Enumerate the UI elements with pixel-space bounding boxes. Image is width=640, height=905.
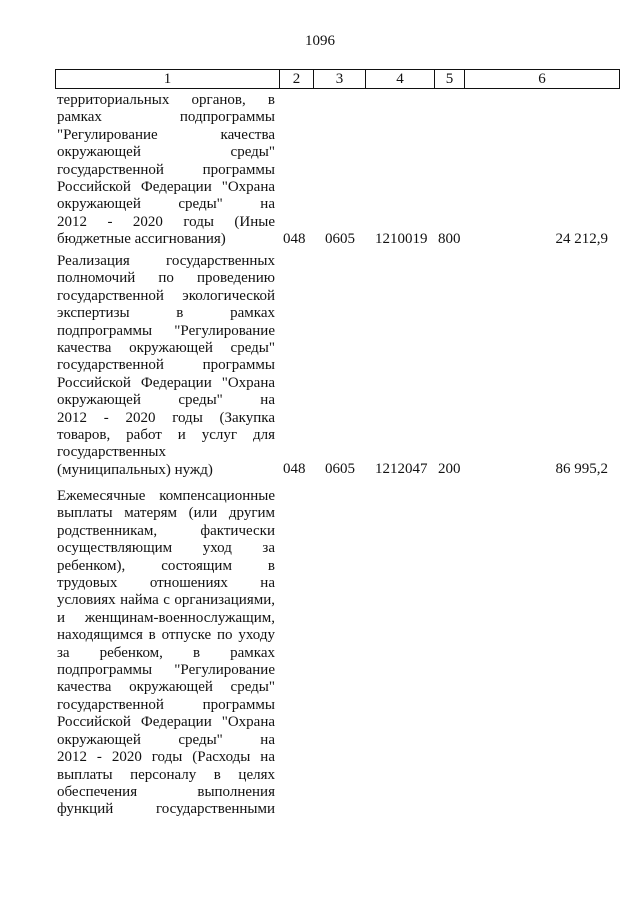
target-code: 1212047 (375, 461, 428, 477)
expense-type-code: 200 (438, 461, 461, 477)
target-code: 1210019 (375, 231, 428, 247)
description-line: качества окружающей среды" (57, 340, 275, 357)
section-code: 0605 (325, 461, 355, 477)
ministry-code: 048 (283, 231, 306, 247)
description-line: выплаты персоналу в целях (57, 766, 275, 783)
ministry-code: 048 (283, 461, 306, 477)
description-line: 2012 - 2020 годы (Расходы на (57, 749, 275, 766)
description-line: Российской Федерации "Охрана (57, 714, 275, 731)
header-col-6: 6 (538, 71, 546, 87)
table-header (55, 69, 620, 89)
header-col-3: 3 (335, 71, 344, 87)
row-description (57, 253, 275, 479)
description-line: обеспечения выполнения (57, 783, 275, 800)
description-line: окружающей среды" (57, 144, 275, 161)
description-line: и женщинам-военнослужащим, (57, 609, 275, 626)
header-col-1: 1 (163, 71, 172, 87)
description-line: подпрограммы "Регулирование (57, 662, 275, 679)
description-line: территориальных органов, в (57, 92, 275, 108)
description-line: родственникам, фактически (57, 522, 275, 539)
description-line: (муниципальных) нужд) (57, 461, 213, 478)
description-line: рамках подпрограммы (57, 109, 275, 126)
description-line: 2012 - 2020 годы (Иные (57, 213, 275, 230)
description-line: "Регулирование качества (57, 126, 275, 143)
description-line: находящимся в отпуске по уходу (57, 627, 275, 644)
description-line: окружающей среды" на (57, 731, 275, 748)
description-line: функций государственными (57, 801, 275, 818)
description-line: государственной программы (57, 696, 275, 713)
header-col-5: 5 (445, 71, 454, 87)
description-line: экспертизы в рамках (57, 305, 275, 322)
section-code: 0605 (325, 231, 355, 247)
description-line: государственной экологической (57, 287, 275, 304)
description-line: Российской Федерации "Охрана (57, 179, 275, 196)
description-line: ребенком), состоящим в (57, 557, 275, 574)
description-line: Российской Федерации "Охрана (57, 374, 275, 391)
description-line: товаров, работ и услуг для (57, 427, 275, 444)
header-col-4: 4 (396, 71, 404, 87)
row-description (57, 92, 275, 249)
description-line: условиях найма с организациями, (57, 592, 275, 609)
description-line: государственной программы (57, 161, 275, 178)
description-line: государственных (57, 444, 166, 461)
description-line: за ребенком, в рамках (57, 644, 275, 661)
description-line: подпрограммы "Регулирование (57, 322, 275, 339)
header-col-2: 2 (292, 71, 301, 87)
amount: 86 995,2 (555, 461, 608, 477)
description-line: окружающей среды" на (57, 196, 275, 213)
description-line: полномочий по проведению (57, 270, 275, 287)
description-line: окружающей среды" на (57, 392, 275, 409)
page-number: 1096 (305, 33, 335, 49)
description-line: выплаты матерям (или другим (57, 505, 275, 522)
row-description (57, 488, 275, 819)
description-line: Ежемесячные компенсационные (57, 488, 275, 504)
expense-type-code: 800 (438, 231, 461, 247)
description-line: 2012 - 2020 годы (Закупка (57, 409, 275, 426)
description-line: бюджетные ассигнования) (57, 231, 226, 248)
description-line: Реализация государственных (57, 253, 275, 269)
description-line: трудовых отношениях на (57, 575, 275, 592)
description-line: качества окружающей среды" (57, 679, 275, 696)
description-line: осуществляющим уход за (57, 540, 275, 557)
description-line: государственной программы (57, 357, 275, 374)
amount: 24 212,9 (555, 231, 608, 247)
